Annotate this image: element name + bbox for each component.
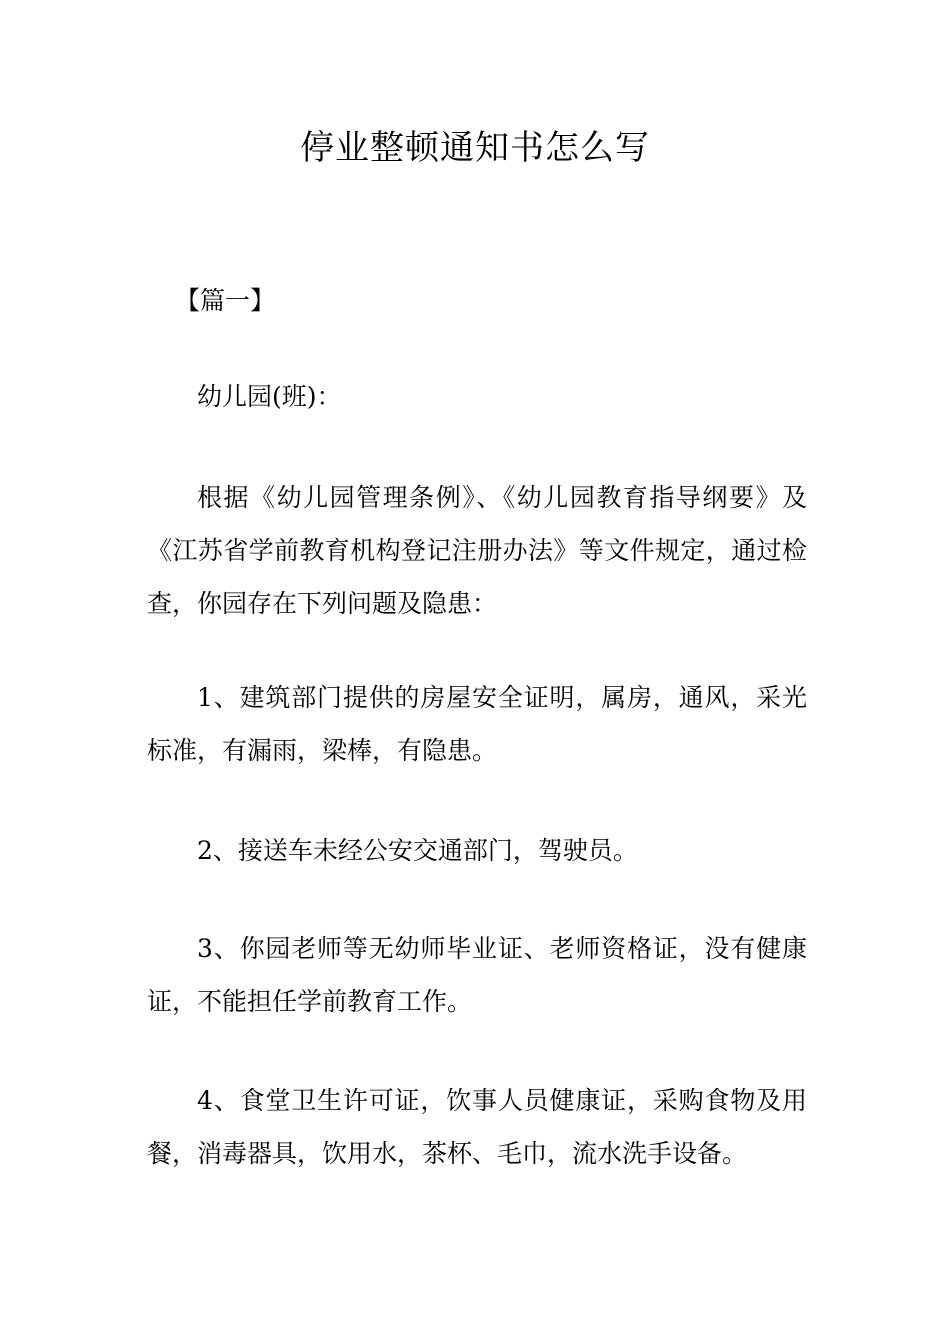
section-label: 【篇一】 xyxy=(175,286,276,315)
intro-paragraph: 根据《幼儿园管理条例》、《幼儿园教育指导纲要》及《江苏省学前教育机构登记注册办法》等文件规定，通过检查，你园存在下列问题及隐患： xyxy=(147,483,807,618)
salutation: 幼儿园(班)： xyxy=(197,382,342,411)
item-2-paragraph: 2、接送车未经公安交通部门，驾驶员。 xyxy=(197,836,638,865)
document-title: 停业整顿通知书怎么写 xyxy=(300,128,650,168)
item-3-paragraph: 3、你园老师等无幼师毕业证、老师资格证，没有健康证，不能担任学前教育工作。 xyxy=(147,934,807,1016)
item-4-paragraph: 4、食堂卫生许可证，饮事人员健康证，采购食物及用餐，消毒器具，饮用水，茶杯、毛巾，流水洗手设备。 xyxy=(147,1086,807,1168)
item-1-paragraph: 1、建筑部门提供的房屋安全证明，属房，通风，采光标准，有漏雨，梁棒，有隐患。 xyxy=(147,683,807,765)
